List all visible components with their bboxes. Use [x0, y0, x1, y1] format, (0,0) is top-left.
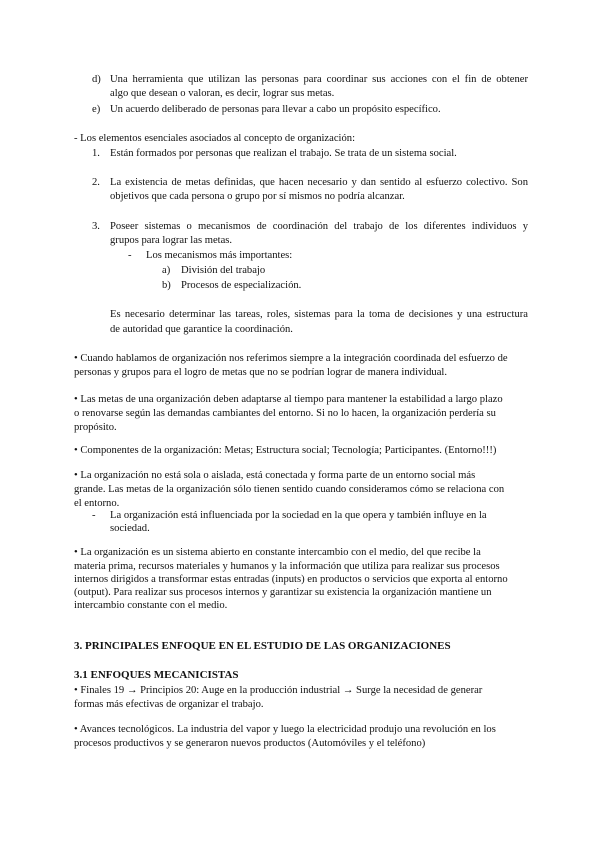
system-paragraph: materia prima, recursos materiales y humanos y la información que utiliza para realizar sus procesos: [74, 561, 500, 572]
influence-text: sociedad.: [110, 523, 150, 534]
bullet-paragraph: formas más efectivas de organizar el trabajo.: [74, 699, 264, 710]
bullet-paragraph: • Componentes de la organización: Metas; Estructura social; Tecnología; Participantes. (Entorno!!!): [74, 445, 497, 456]
list-marker: d): [92, 74, 101, 85]
bullet-paragraph: o renovarse según las demandas cambiantes del entorno. Si no lo hacen, la organización perdería su: [74, 408, 496, 419]
mechanism-marker: a): [162, 265, 171, 276]
element-text: Están formados por personas que realizan el trabajo. Se trata de un sistema social.: [110, 148, 457, 159]
system-paragraph: • La organización es un sistema abierto en constante intercambio con el medio, del que recibe la: [74, 547, 481, 558]
elements-intro: - Los elementos esenciales asociados al concepto de organización:: [74, 133, 356, 144]
list-item-text: algo que desean o valoran, es decir, lograr sus metas.: [110, 88, 335, 99]
dash-marker: -: [92, 510, 96, 521]
list-marker: e): [92, 104, 101, 115]
mechanism-item: División del trabajo: [181, 265, 266, 276]
system-paragraph: internos dirigidos a transformar estas entradas (inputs) en productos o servicios que exporta al entorno: [74, 574, 508, 585]
bullet-paragraph: grande. Las metas de la organización sólo tienen sentido cuando consideramos cómo se relaciona con: [74, 484, 505, 495]
element-text: grupos para lograr las metas.: [110, 235, 233, 246]
element-number: 2.: [92, 177, 100, 188]
element-number: 3.: [92, 221, 100, 232]
bullet-paragraph: el entorno.: [74, 498, 120, 509]
bullet-paragraph: • Cuando hablamos de organización nos referimos siempre a la integración coordinada del esfuerzo de: [74, 353, 508, 364]
bullet-paragraph: procesos productivos y se generaron nuevos productos (Automóviles y el teléfono): [74, 738, 426, 749]
bullet-paragraph: personas y grupos para el logro de metas que no se podrían lograr de manera individual.: [74, 367, 448, 378]
bullet-paragraph: • Finales 19 → Principios 20: Auge en la producción industrial → Surge la necesidad de generar: [74, 685, 483, 696]
bullet-paragraph: • La organización no está sola o aislada, está conectada y forma parte de un entorno social más: [74, 470, 476, 481]
dash-marker: -: [128, 250, 132, 261]
mechanisms-note: de autoridad que garantice la coordinación.: [110, 324, 293, 335]
list-item-text: Una herramienta que utilizan las personas para coordinar sus acciones con el fin de obtener: [110, 74, 528, 85]
mechanism-item: Procesos de especialización.: [181, 280, 302, 291]
element-text: Poseer sistemas o mecanismos de coordinación del trabajo de los diferentes individuos y: [110, 221, 528, 232]
system-paragraph: (output). Para realizar sus procesos internos y garantizar su existencia la organización mantiene un: [74, 587, 492, 598]
mechanisms-label: Los mecanismos más importantes:: [146, 250, 293, 261]
system-paragraph: intercambio constante con el medio.: [74, 600, 228, 611]
section-title: 3. PRINCIPALES ENFOQUE EN EL ESTUDIO DE LAS ORGANIZACIONES: [74, 640, 451, 652]
list-item-text: Un acuerdo deliberado de personas para llevar a cabo un propósito específico.: [110, 104, 441, 115]
bullet-paragraph: • Avances tecnológicos. La industria del vapor y luego la electricidad produjo una revolución en los: [74, 724, 496, 735]
influence-text: La organización está influenciada por la sociedad en la que opera y también influye en la: [110, 510, 487, 521]
mechanisms-note: Es necesario determinar las tareas, roles, sistemas para la toma de decisiones y una estructura: [110, 309, 528, 320]
bullet-paragraph: propósito.: [74, 422, 117, 433]
mechanism-marker: b): [162, 280, 171, 291]
subsection-title: 3.1 ENFOQUES MECANICISTAS: [74, 669, 239, 681]
element-text: La existencia de metas definidas, que hacen necesario y dan sentido al esfuerzo colectivo. Son: [110, 177, 528, 188]
element-text: objetivos que cada persona o grupo por sí mismos no podría alcanzar.: [110, 191, 405, 202]
element-number: 1.: [92, 148, 100, 159]
bullet-paragraph: • Las metas de una organización deben adaptarse al tiempo para mantener la estabilidad a largo plazo: [74, 394, 503, 405]
